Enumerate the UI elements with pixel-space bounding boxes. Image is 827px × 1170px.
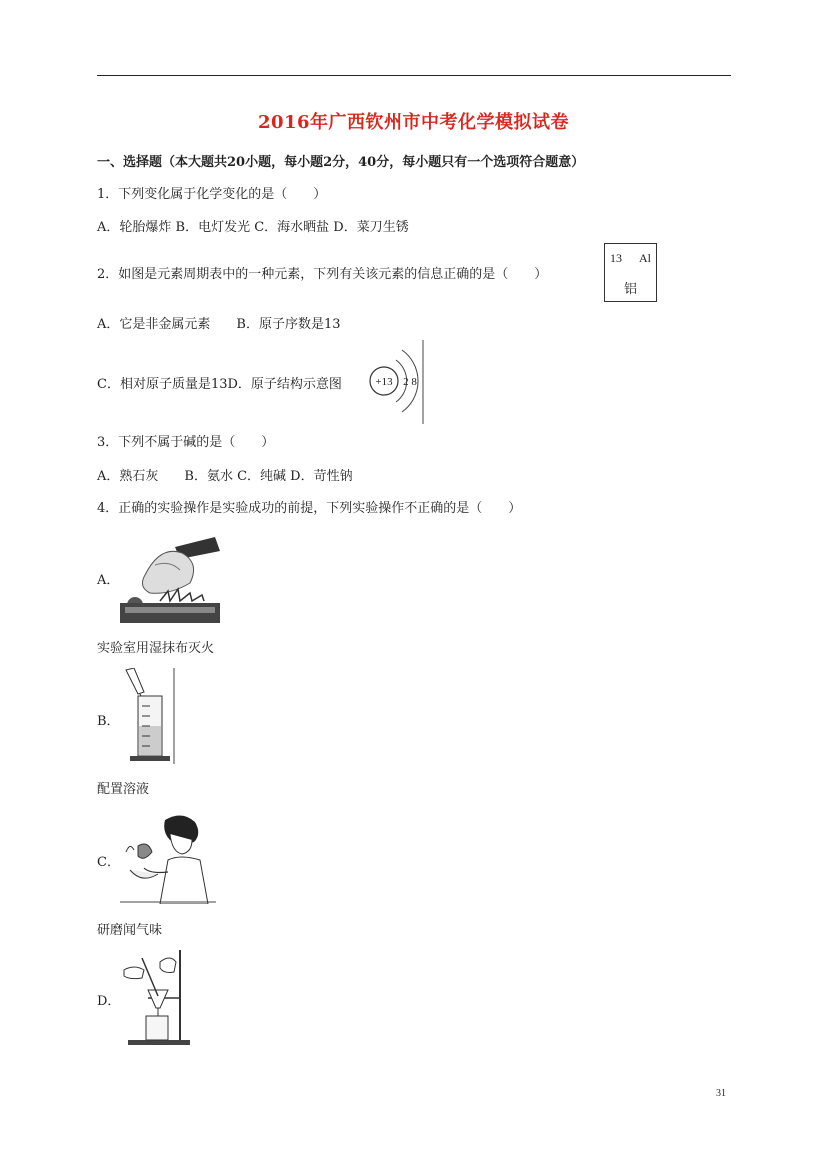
q3-stem: 3．下列不属于碱的是（ ） (97, 435, 275, 450)
q4-option-b-label: B． (97, 714, 120, 729)
element-symbol: Al (639, 251, 651, 265)
page-number: 31 (716, 1088, 726, 1099)
smelling-person-figure (120, 812, 216, 904)
q1-stem: 1．下列变化属于化学变化的是（ ） (97, 187, 327, 202)
q4-option-a-caption: 实验室用湿抹布灭火 (97, 641, 215, 656)
element-atomic-number: 13 (610, 251, 622, 265)
q4-option-c-caption: 研磨闻气味 (97, 923, 163, 938)
element-tile (604, 243, 657, 302)
q4-option-a-label: A． (97, 573, 120, 588)
q2-stem: 2．如图是元素周期表中的一种元素，下列有关该元素的信息正确的是（ ） (97, 267, 548, 282)
q2-options-cd: C．相对原子质量是13D．原子结构示意图 (97, 377, 342, 392)
q2-options-ab: A．它是非金属元素 B．原子序数是13 (97, 317, 341, 332)
nucleus-label: +13 (375, 376, 393, 388)
element-name: 铝 (623, 282, 637, 297)
page-title: 2016年广西钦州市中考化学模拟试卷 (257, 112, 570, 133)
section-heading: 一、选择题（本大题共20小题，每小题2分，40分，每小题只有一个选项符合题意） (97, 155, 585, 170)
q1-options: A．轮胎爆炸 B．电灯发光 C．海水晒盐 D．菜刀生锈 (97, 220, 409, 235)
q4-stem: 4．正确的实验操作是实验成功的前提，下列实验操作不正确的是（ ） (97, 501, 522, 516)
atom-structure-diagram (368, 338, 428, 426)
wet-cloth-fire-figure (120, 535, 220, 623)
q3-options: A．熟石灰 B．氨水 C．纯碱 D．苛性钠 (97, 469, 353, 484)
shell-electrons: 2 8 (403, 376, 417, 388)
q4-option-c-label: C． (97, 855, 120, 870)
header-rule (97, 75, 731, 76)
q4-option-b-caption: 配置溶液 (97, 782, 150, 797)
graduated-cylinder-figure (120, 668, 176, 766)
filtration-setup-figure (120, 948, 192, 1046)
q4-option-d-label: D． (97, 994, 121, 1009)
